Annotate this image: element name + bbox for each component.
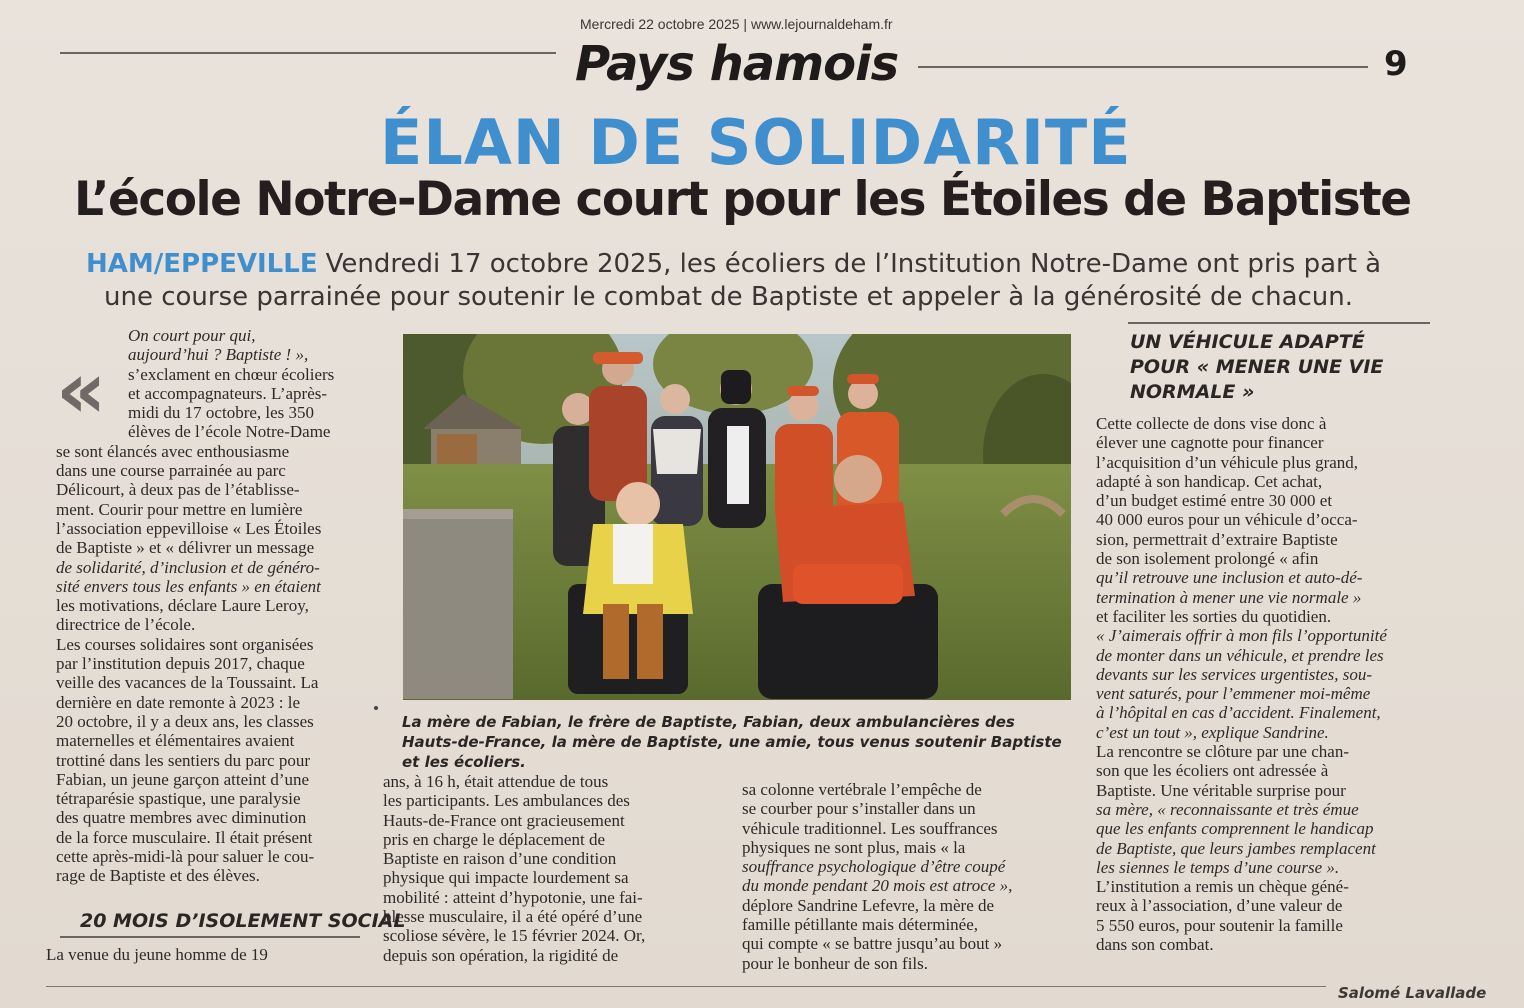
- text-line: de Baptiste, que leurs jambes remplacent: [1096, 838, 1376, 858]
- text-line: termination à mener une vie normale »: [1096, 587, 1362, 607]
- text-line: sité envers tous les enfants » en étaient: [56, 576, 321, 596]
- text-line: à l’hôpital en cas d’accident. Finalement,: [1096, 703, 1381, 723]
- standfirst-line-1: Vendredi 17 octobre 2025, les écoliers de l’Institution Notre-Dame ont pris part à: [325, 249, 1382, 279]
- group-photo-image: [403, 334, 1071, 700]
- text-line: mobilité : atteint d’hypotonie, une fai-: [383, 887, 643, 907]
- article-column-4: [1096, 414, 1482, 954]
- text-line: de la force musculaire. Il était présent: [56, 827, 313, 847]
- text-line: Baptiste. Une véritable surprise pour: [1096, 780, 1346, 800]
- kicker-headline: ÉLAN DE SOLIDARITÉ: [380, 106, 1132, 179]
- subhead-line: UN VÉHICULE ADAPTÉ: [1130, 331, 1365, 353]
- text-line: pour le bonheur de son fils.: [742, 953, 929, 973]
- text-line: veille des vacances de la Toussaint. La: [56, 673, 319, 693]
- section-title: Pays hamois: [575, 36, 899, 92]
- text-line: 20 octobre, il y a deux ans, les classes: [56, 711, 314, 731]
- dateline-place: HAM/EPPEVILLE: [86, 249, 318, 279]
- main-headline: L’école Notre-Dame court pour les Étoiles de Baptiste: [74, 172, 1411, 227]
- text-line: trottiné dans les sentiers du parc pour: [56, 750, 310, 770]
- text-line: dans une course parrainée au parc: [56, 461, 286, 481]
- text-line: directrice de l’école.: [56, 615, 196, 635]
- text-line: physique qui impacte lourdement sa: [383, 868, 629, 888]
- text-line: se sont élancés avec enthousiasme: [56, 441, 290, 461]
- text-line: son que les écoliers ont adressée à: [1096, 761, 1329, 781]
- text-line: l’association eppevilloise « Les Étoiles: [56, 518, 322, 538]
- subhead-vehicule: [1130, 330, 1383, 405]
- text-line: famille pétillante mais déterminée,: [742, 915, 979, 935]
- bullet-dot: [374, 706, 378, 710]
- text-line: de monter dans un véhicule, et prendre les: [1096, 645, 1384, 665]
- article-column-3: [742, 780, 1082, 973]
- text-line: par l’institution depuis 2017, chaque: [56, 654, 305, 674]
- text-line: c’est un tout », explique Sandrine.: [1096, 722, 1329, 742]
- column-1-continuation: La venue du jeune homme de 19: [46, 945, 268, 964]
- text-line: Cette collecte de dons vise donc à: [1096, 414, 1327, 433]
- text-line: dernière en date remonte à 2023 : le: [56, 692, 301, 712]
- text-line: sa mère, « reconnaissante et très émue: [1096, 799, 1359, 819]
- text-line: l’acquisition d’un véhicule plus grand,: [1096, 452, 1359, 472]
- text-line: pris en charge le déplacement de: [383, 829, 605, 849]
- text-line: tétraparésie spastique, une paralysie: [56, 789, 301, 809]
- text-line: ans, à 16 h, était attendue de tous: [383, 772, 609, 791]
- text-line: se courber pour s’installer dans un: [742, 799, 976, 819]
- text-line: 5 550 euros, pour soutenir la famille: [1096, 915, 1343, 935]
- masthead-rule-left: [60, 52, 556, 54]
- text-line: aujourd’hui ? Baptiste ! »,: [128, 345, 309, 365]
- text-line: devants sur les services urgentistes, sou-: [1096, 664, 1373, 684]
- photo-caption: La mère de Fabian, le frère de Baptiste, Fabian, deux ambulancières des Hauts-de-France, la mère de Baptiste, une amie, tous venus soutenir Baptiste et les écoliers.: [402, 713, 1062, 771]
- subhead-isolement: 20 MOIS D’ISOLEMENT SOCIAL: [80, 910, 406, 932]
- text-line: maternelles et élémentaires avaient: [56, 731, 295, 751]
- text-line: déplore Sandrine Lefevre, la mère de: [742, 895, 995, 915]
- text-line: Fabian, un jeune garçon atteint d’une: [56, 769, 310, 789]
- text-line: blesse musculaire, il a été opéré d’une: [383, 907, 643, 927]
- text-line: élever une cagnotte pour financer: [1096, 433, 1324, 453]
- text-line: qu’il retrouve une inclusion et auto-dé-: [1096, 568, 1363, 588]
- subhead-2-rule: [1128, 322, 1430, 324]
- dateline: Mercredi 22 octobre 2025 | www.lejournaldeham.fr: [580, 16, 893, 32]
- text-line: souffrance psychologique d’être coupé: [742, 857, 1006, 877]
- text-line: Les courses solidaires sont organisées: [56, 634, 314, 654]
- text-line: On court pour qui,: [128, 326, 256, 345]
- text-line: et accompagnateurs. L’après-: [128, 383, 328, 403]
- standfirst-line-2: une course parrainée pour soutenir le combat de Baptiste et appeler à la générosité de chacun.: [104, 282, 1354, 312]
- text-line: depuis son opération, la rigidité de: [383, 945, 619, 965]
- text-line: vent saturés, pour l’emmener moi-même: [1096, 684, 1371, 704]
- text-line: sa colonne vertébrale l’empêche de: [742, 780, 982, 799]
- text-line: les participants. Les ambulances des: [383, 791, 630, 811]
- text-line: Baptiste en raison d’une condition: [383, 849, 617, 869]
- subhead-line: NORMALE »: [1130, 381, 1255, 403]
- standfirst: [86, 248, 1406, 314]
- text-line: de son isolement prolongé « afin: [1096, 549, 1319, 569]
- text-line: scoliose sévère, le 15 février 2024. Or,: [383, 926, 646, 946]
- subhead-line: POUR « MENER UNE VIE: [1130, 356, 1384, 378]
- bottom-rule: [46, 986, 1326, 987]
- text-line: de Baptiste » et « délivrer un message: [56, 538, 315, 558]
- text-line: s’exclament en chœur écoliers: [128, 364, 335, 384]
- text-line: midi du 17 octobre, les 350: [128, 403, 315, 423]
- text-line: L’institution a remis un chèque géné-: [1096, 877, 1349, 897]
- text-line: élèves de l’école Notre-Dame: [128, 422, 331, 442]
- text-line: rage de Baptiste et des élèves.: [56, 866, 260, 886]
- text-line: véhicule traditionnel. Les souffrances: [742, 818, 998, 838]
- text-line: les siennes le temps d’une course ».: [1096, 857, 1340, 877]
- text-line: physiques ne sont plus, mais « la: [742, 837, 966, 857]
- article-column-2: [383, 772, 728, 965]
- text-line: « J’aimerais offrir à mon fils l’opportunité: [1096, 626, 1387, 646]
- text-line: que les enfants comprennent le handicap: [1096, 819, 1374, 839]
- text-line: sion, permettrait d’extraire Baptiste: [1096, 529, 1338, 549]
- masthead-rule-right: [918, 66, 1368, 68]
- opening-quote-icon: «: [56, 346, 107, 436]
- text-line: et faciliter les sorties du quotidien.: [1096, 606, 1332, 626]
- text-line: 40 000 euros pour un véhicule d’occa-: [1096, 510, 1358, 530]
- text-line: qui compte « se battre jusqu’au bout »: [742, 934, 1003, 954]
- page-number: 9: [1384, 44, 1408, 84]
- text-line: Hauts-de-France ont gracieusement: [383, 810, 625, 830]
- text-line: cette après-midi-là pour saluer le cou-: [56, 847, 315, 867]
- article-photo: [403, 334, 1071, 700]
- text-line: des quatre membres avec diminution: [56, 808, 307, 828]
- text-line: dans son combat.: [1096, 935, 1214, 955]
- text-line: Délicourt, à deux pas de l’établisse-: [56, 480, 300, 500]
- text-line: adapté à son handicap. Cet achat,: [1096, 471, 1323, 491]
- article-column-1: [56, 326, 372, 886]
- text-line: La rencontre se clôture par une chan-: [1096, 742, 1349, 762]
- text-line: les motivations, déclare Laure Leroy,: [56, 596, 309, 616]
- text-line: du monde pendant 20 mois est atroce »,: [742, 876, 1013, 896]
- text-line: reux à l’association, d’une valeur de: [1096, 896, 1343, 916]
- text-line: de solidarité, d’inclusion et de généro-: [56, 557, 320, 577]
- text-line: d’un budget estimé entre 30 000 et: [1096, 491, 1333, 511]
- text-line: ment. Courir pour mettre en lumière: [56, 499, 303, 519]
- byline: Salomé Lavallade: [1338, 984, 1487, 1002]
- subhead-rule: [60, 936, 360, 938]
